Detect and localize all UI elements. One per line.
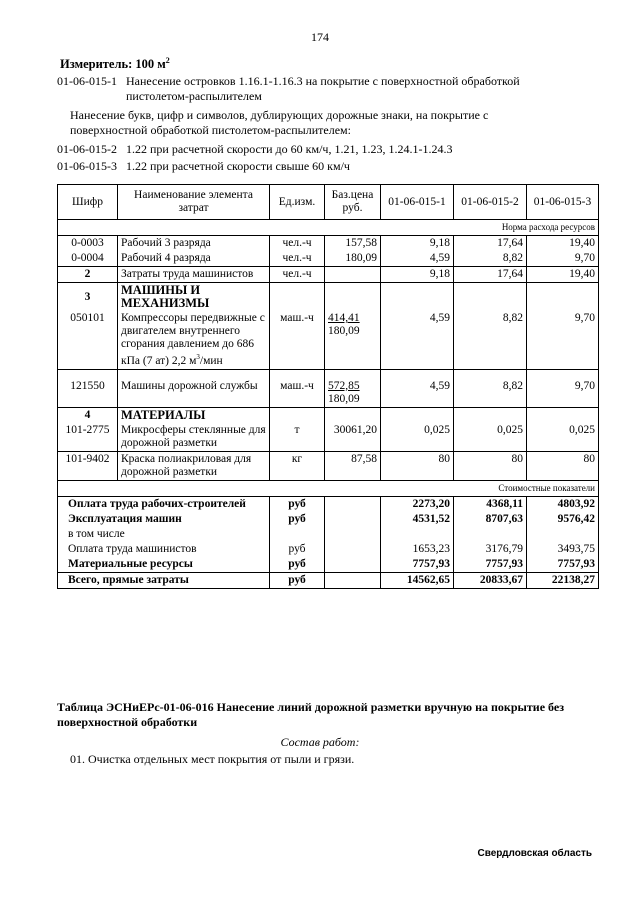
work-composition-heading: Состав работ: bbox=[280, 735, 360, 749]
section-row: 3 МАШИНЫ И МЕХАНИЗМЫ bbox=[58, 283, 599, 312]
measure-unit: Измеритель: 100 $м^2$ bbox=[60, 56, 170, 72]
header-price: Баз.цена руб. bbox=[325, 185, 381, 220]
resource-table bbox=[57, 184, 599, 589]
item-text: 1.22 при расчетной скорости свыше 60 км/ч bbox=[126, 159, 350, 173]
cost-row: Материальные ресурсы руб 7757,93 7757,93 7757,93 bbox=[58, 557, 599, 573]
cost-caption: Стоимостные показатели bbox=[58, 480, 599, 496]
item-code: 01-06-015-1 bbox=[57, 74, 117, 88]
table2-title: Таблица ЭСНиЕРс-01-06-016 Нанесение линий дорожной разметки вручную на покрытие без поверхностной обработки bbox=[57, 700, 565, 729]
cost-row: Оплата труда рабочих-строителей руб 2273,20 4368,11 4803,92 bbox=[58, 496, 599, 512]
page-number: 174 bbox=[311, 30, 329, 44]
cost-row: Всего, прямые затраты руб 14562,65 20833,67 22138,27 bbox=[58, 572, 599, 588]
work-item: 01. Очистка отдельных мест покрытия от пыли и грязи. bbox=[70, 752, 355, 766]
header-col2: 01-06-015-2 bbox=[454, 185, 527, 220]
table-row: 0-0004 Рабочий 4 разряда чел.-ч 180,09 4,59 8,82 9,70 bbox=[58, 251, 599, 267]
table-row: 101-9402 Краска полиакриловая для дорожной разметки кг 87,58 80 80 80 bbox=[58, 451, 599, 480]
item-text: 1.22 при расчетной скорости до 60 км/ч, 1.21, 1.23, 1.24.1-1.24.3 bbox=[126, 142, 453, 156]
table-row: 050101 Компрессоры передвижные с двигателем внутреннего сгорания давлением до 686 кПа (7 ат) 2,2 $м^3$/мин маш.-ч 414,41 180,09 4,59 8,82 9,70 bbox=[58, 311, 599, 369]
footer-region: Свердловская область bbox=[477, 848, 592, 859]
header-col1: 01-06-015-1 bbox=[381, 185, 454, 220]
cost-row: Эксплуатация машин руб 4531,52 8707,63 9576,42 bbox=[58, 512, 599, 527]
item-text: Нанесение островков 1.16.1-1.16.3 на покрытие с поверхностной обработкой bbox=[126, 74, 520, 88]
cost-row: Оплата труда машинистов руб 1653,23 3176,79 3493,75 bbox=[58, 542, 599, 557]
table-row: 121550 Машины дорожной службы маш.-ч 572,85 180,09 4,59 8,82 9,70 bbox=[58, 369, 599, 407]
intro-text: Нанесение букв, цифр и символов, дублирующих дорожные знаки, на покрытие с bbox=[70, 108, 489, 122]
header-code: Шифр bbox=[58, 185, 118, 220]
header-unit: Ед.изм. bbox=[270, 185, 325, 220]
table-row: 2 Затраты труда машинистов чел.-ч 9,18 17,64 19,40 bbox=[58, 267, 599, 283]
norm-caption: Норма расхода ресурсов bbox=[58, 220, 599, 236]
item-code: 01-06-015-3 bbox=[57, 159, 117, 173]
table-row: 0-0003 Рабочий 3 разряда чел.-ч 157,58 9,18 17,64 19,40 bbox=[58, 236, 599, 252]
item-text-cont: пистолетом-распылителем bbox=[126, 89, 262, 103]
cost-row: в том числе bbox=[58, 527, 599, 542]
section-row: 4 МАТЕРИАЛЫ bbox=[58, 407, 599, 423]
table-row: 101-2775 Микросферы стеклянные для дорожной разметки т 30061,20 0,025 0,025 0,025 bbox=[58, 423, 599, 452]
header-name: Наименование элемента затрат bbox=[118, 185, 270, 220]
item-code: 01-06-015-2 bbox=[57, 142, 117, 156]
header-col3: 01-06-015-3 bbox=[527, 185, 599, 220]
intro-text-cont: поверхностной обработкой пистолетом-распылителем: bbox=[70, 123, 351, 137]
